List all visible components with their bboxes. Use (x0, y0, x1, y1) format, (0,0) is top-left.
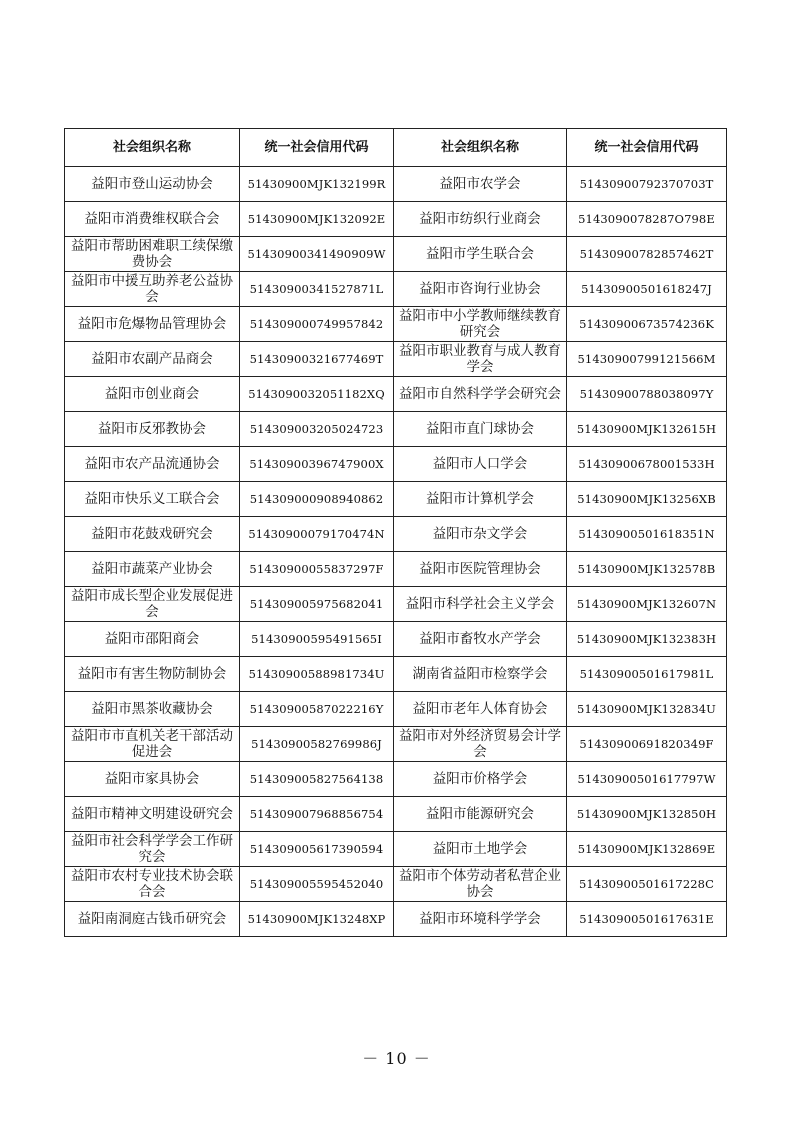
credit-code-cell: 514309003205024723 (240, 412, 394, 447)
credit-code-cell: 51430900MJK132850H (567, 797, 727, 832)
org-name-cell: 益阳市畜牧水产学会 (394, 622, 567, 657)
table-row (65, 482, 727, 517)
header-org-name-1: 社会组织名称 (65, 129, 240, 167)
table-row (65, 762, 727, 797)
org-name-cell: 益阳市农学会 (394, 167, 567, 202)
org-name-cell: 益阳市职业教育与成人教育学会 (394, 342, 567, 377)
org-name-cell: 益阳市直门球协会 (394, 412, 567, 447)
credit-code-cell: 51430900074995784​2 (240, 307, 394, 342)
credit-code-cell: 51430900501617981L (567, 657, 727, 692)
credit-code-cell: 514309007968856754 (240, 797, 394, 832)
credit-code-cell: 51430900MJK132607N (567, 587, 727, 622)
credit-code-cell: 51430900MJK132199R (240, 167, 394, 202)
org-name-cell: 益阳市个体劳动者私营企业协会 (394, 867, 567, 902)
table-row (65, 797, 727, 832)
org-name-cell: 益阳市邵阳商会 (65, 622, 240, 657)
credit-code-cell: 51430900321677469T (240, 342, 394, 377)
credit-code-cell: 51430900501617631E (567, 902, 727, 937)
credit-code-cell: 51430900691820349F (567, 727, 727, 762)
credit-code-cell: 51430900396747900X (240, 447, 394, 482)
org-name-cell: 益阳市黑茶收藏协会 (65, 692, 240, 727)
credit-code-cell: 51430900MJK13248XP (240, 902, 394, 937)
credit-code-cell: 514309005827564138 (240, 762, 394, 797)
org-name-cell: 益阳市家具协会 (65, 762, 240, 797)
header-credit-code-1: 统一社会信用代码 (240, 129, 394, 167)
table-row (65, 692, 727, 727)
org-name-cell: 益阳市学生联合会 (394, 237, 567, 272)
org-name-cell: 益阳市环境科学学会 (394, 902, 567, 937)
table-row (65, 167, 727, 202)
table-row (65, 657, 727, 692)
table-header-row (65, 129, 727, 167)
credit-code-cell: 51430900MJK132578B (567, 552, 727, 587)
credit-code-cell: 51430900678001533H (567, 447, 727, 482)
table-row (65, 517, 727, 552)
org-name-cell: 益阳市对外经济贸易会计学会 (394, 727, 567, 762)
org-name-cell: 益阳市老年人体育协会 (394, 692, 567, 727)
credit-code-cell: 51430900501618351N (567, 517, 727, 552)
header-org-name-2: 社会组织名称 (394, 129, 567, 167)
org-name-cell: 益阳市有害生物防制协会 (65, 657, 240, 692)
credit-code-cell: 51430900MJK132383H (567, 622, 727, 657)
org-name-cell: 益阳市杂文学会 (394, 517, 567, 552)
org-name-cell: 益阳市快乐义工联合会 (65, 482, 240, 517)
credit-code-cell: 51430900799121566M (567, 342, 727, 377)
org-name-cell: 益阳市自然科学学会研究会 (394, 377, 567, 412)
table-row (65, 202, 727, 237)
credit-code-cell: 51430900501617797W (567, 762, 727, 797)
org-name-cell: 益阳市市直机关老干部活动促进会 (65, 727, 240, 762)
table-row (65, 727, 727, 762)
credit-code-cell: 51430900MJK132615H (567, 412, 727, 447)
org-name-cell: 益阳市创业商会 (65, 377, 240, 412)
credit-code-cell: 514309005975682041 (240, 587, 394, 622)
table-row (65, 867, 727, 902)
table-row (65, 237, 727, 272)
credit-code-cell: 51430900079170474N (240, 517, 394, 552)
org-name-cell: 益阳南洞庭古钱币研究会 (65, 902, 240, 937)
org-name-cell: 益阳市蔬菜产业协会 (65, 552, 240, 587)
table-row (65, 832, 727, 867)
header-credit-code-2: 统一社会信用代码 (567, 129, 727, 167)
credit-code-cell: 51430900MJK132869E (567, 832, 727, 867)
org-name-cell: 益阳市土地学会 (394, 832, 567, 867)
table-row (65, 902, 727, 937)
credit-code-cell: 51430900782857462T (567, 237, 727, 272)
org-name-cell: 益阳市社会科学学会工作研究会 (65, 832, 240, 867)
org-name-cell: 益阳市中援互助养老公益协会 (65, 272, 240, 307)
credit-code-cell: 51430900501617228C (567, 867, 727, 902)
org-name-cell: 益阳市帮助困难职工续保缴费协会 (65, 237, 240, 272)
credit-code-cell: 51430900MJK132092E (240, 202, 394, 237)
table-row (65, 377, 727, 412)
credit-code-cell: 5143090032051182XQ (240, 377, 394, 412)
org-name-cell: 益阳市农村专业技术协会联合会 (65, 867, 240, 902)
credit-code-cell: 51430900673574236K (567, 307, 727, 342)
credit-code-cell: 51430900MJK132834U (567, 692, 727, 727)
org-name-cell: 益阳市反邪教协会 (65, 412, 240, 447)
org-name-cell: 益阳市医院管理协会 (394, 552, 567, 587)
org-name-cell: 益阳市人口学会 (394, 447, 567, 482)
credit-code-cell: 51430900588981734U (240, 657, 394, 692)
table-row (65, 447, 727, 482)
org-name-cell: 益阳市危爆物品管理协会 (65, 307, 240, 342)
table-row (65, 342, 727, 377)
credit-code-cell: 51430900501618247J (567, 272, 727, 307)
org-name-cell: 益阳市计算机学会 (394, 482, 567, 517)
table-row (65, 587, 727, 622)
credit-code-cell: 51430900055837297F (240, 552, 394, 587)
credit-code-cell: 51430900341490909W (240, 237, 394, 272)
table-row (65, 272, 727, 307)
credit-code-cell: 51430900595491565I (240, 622, 394, 657)
credit-code-cell: 51430900788038097Y (567, 377, 727, 412)
table-row (65, 552, 727, 587)
org-name-cell: 益阳市农副产品商会 (65, 342, 240, 377)
table-body (65, 167, 727, 937)
credit-code-cell: 51430900792370703T (567, 167, 727, 202)
org-name-cell: 益阳市中小学教师继续教育研究会 (394, 307, 567, 342)
credit-code-cell: 51430900587022216Y (240, 692, 394, 727)
org-name-cell: 益阳市科学社会主义学会 (394, 587, 567, 622)
org-name-cell: 益阳市农产品流通协会 (65, 447, 240, 482)
credit-code-cell: 5143090078287O798E (567, 202, 727, 237)
org-name-cell: 益阳市成长型企业发展促进会 (65, 587, 240, 622)
credit-code-cell: 514309000908940862 (240, 482, 394, 517)
org-name-cell: 益阳市消费维权联合会 (65, 202, 240, 237)
credit-code-cell: 51430900582769986J (240, 727, 394, 762)
org-name-cell: 益阳市登山运动协会 (65, 167, 240, 202)
org-name-cell: 湖南省益阳市检察学会 (394, 657, 567, 692)
credit-code-cell: 514309005595452040 (240, 867, 394, 902)
table-row (65, 307, 727, 342)
table-row (65, 412, 727, 447)
credit-code-cell: 514309005617390594 (240, 832, 394, 867)
org-name-cell: 益阳市咨询行业协会 (394, 272, 567, 307)
table-row (65, 622, 727, 657)
credit-code-cell: 514309003415278​71L (240, 272, 394, 307)
organizations-table (64, 128, 727, 937)
org-name-cell: 益阳市纺织行业商会 (394, 202, 567, 237)
page-number: － 10 － (362, 1049, 431, 1068)
org-name-cell: 益阳市花鼓戏研究会 (65, 517, 240, 552)
org-name-cell: 益阳市精神文明建设研究会 (65, 797, 240, 832)
org-name-cell: 益阳市价格学会 (394, 762, 567, 797)
org-name-cell: 益阳市能源研究会 (394, 797, 567, 832)
credit-code-cell: 51430900MJK13256XB (567, 482, 727, 517)
